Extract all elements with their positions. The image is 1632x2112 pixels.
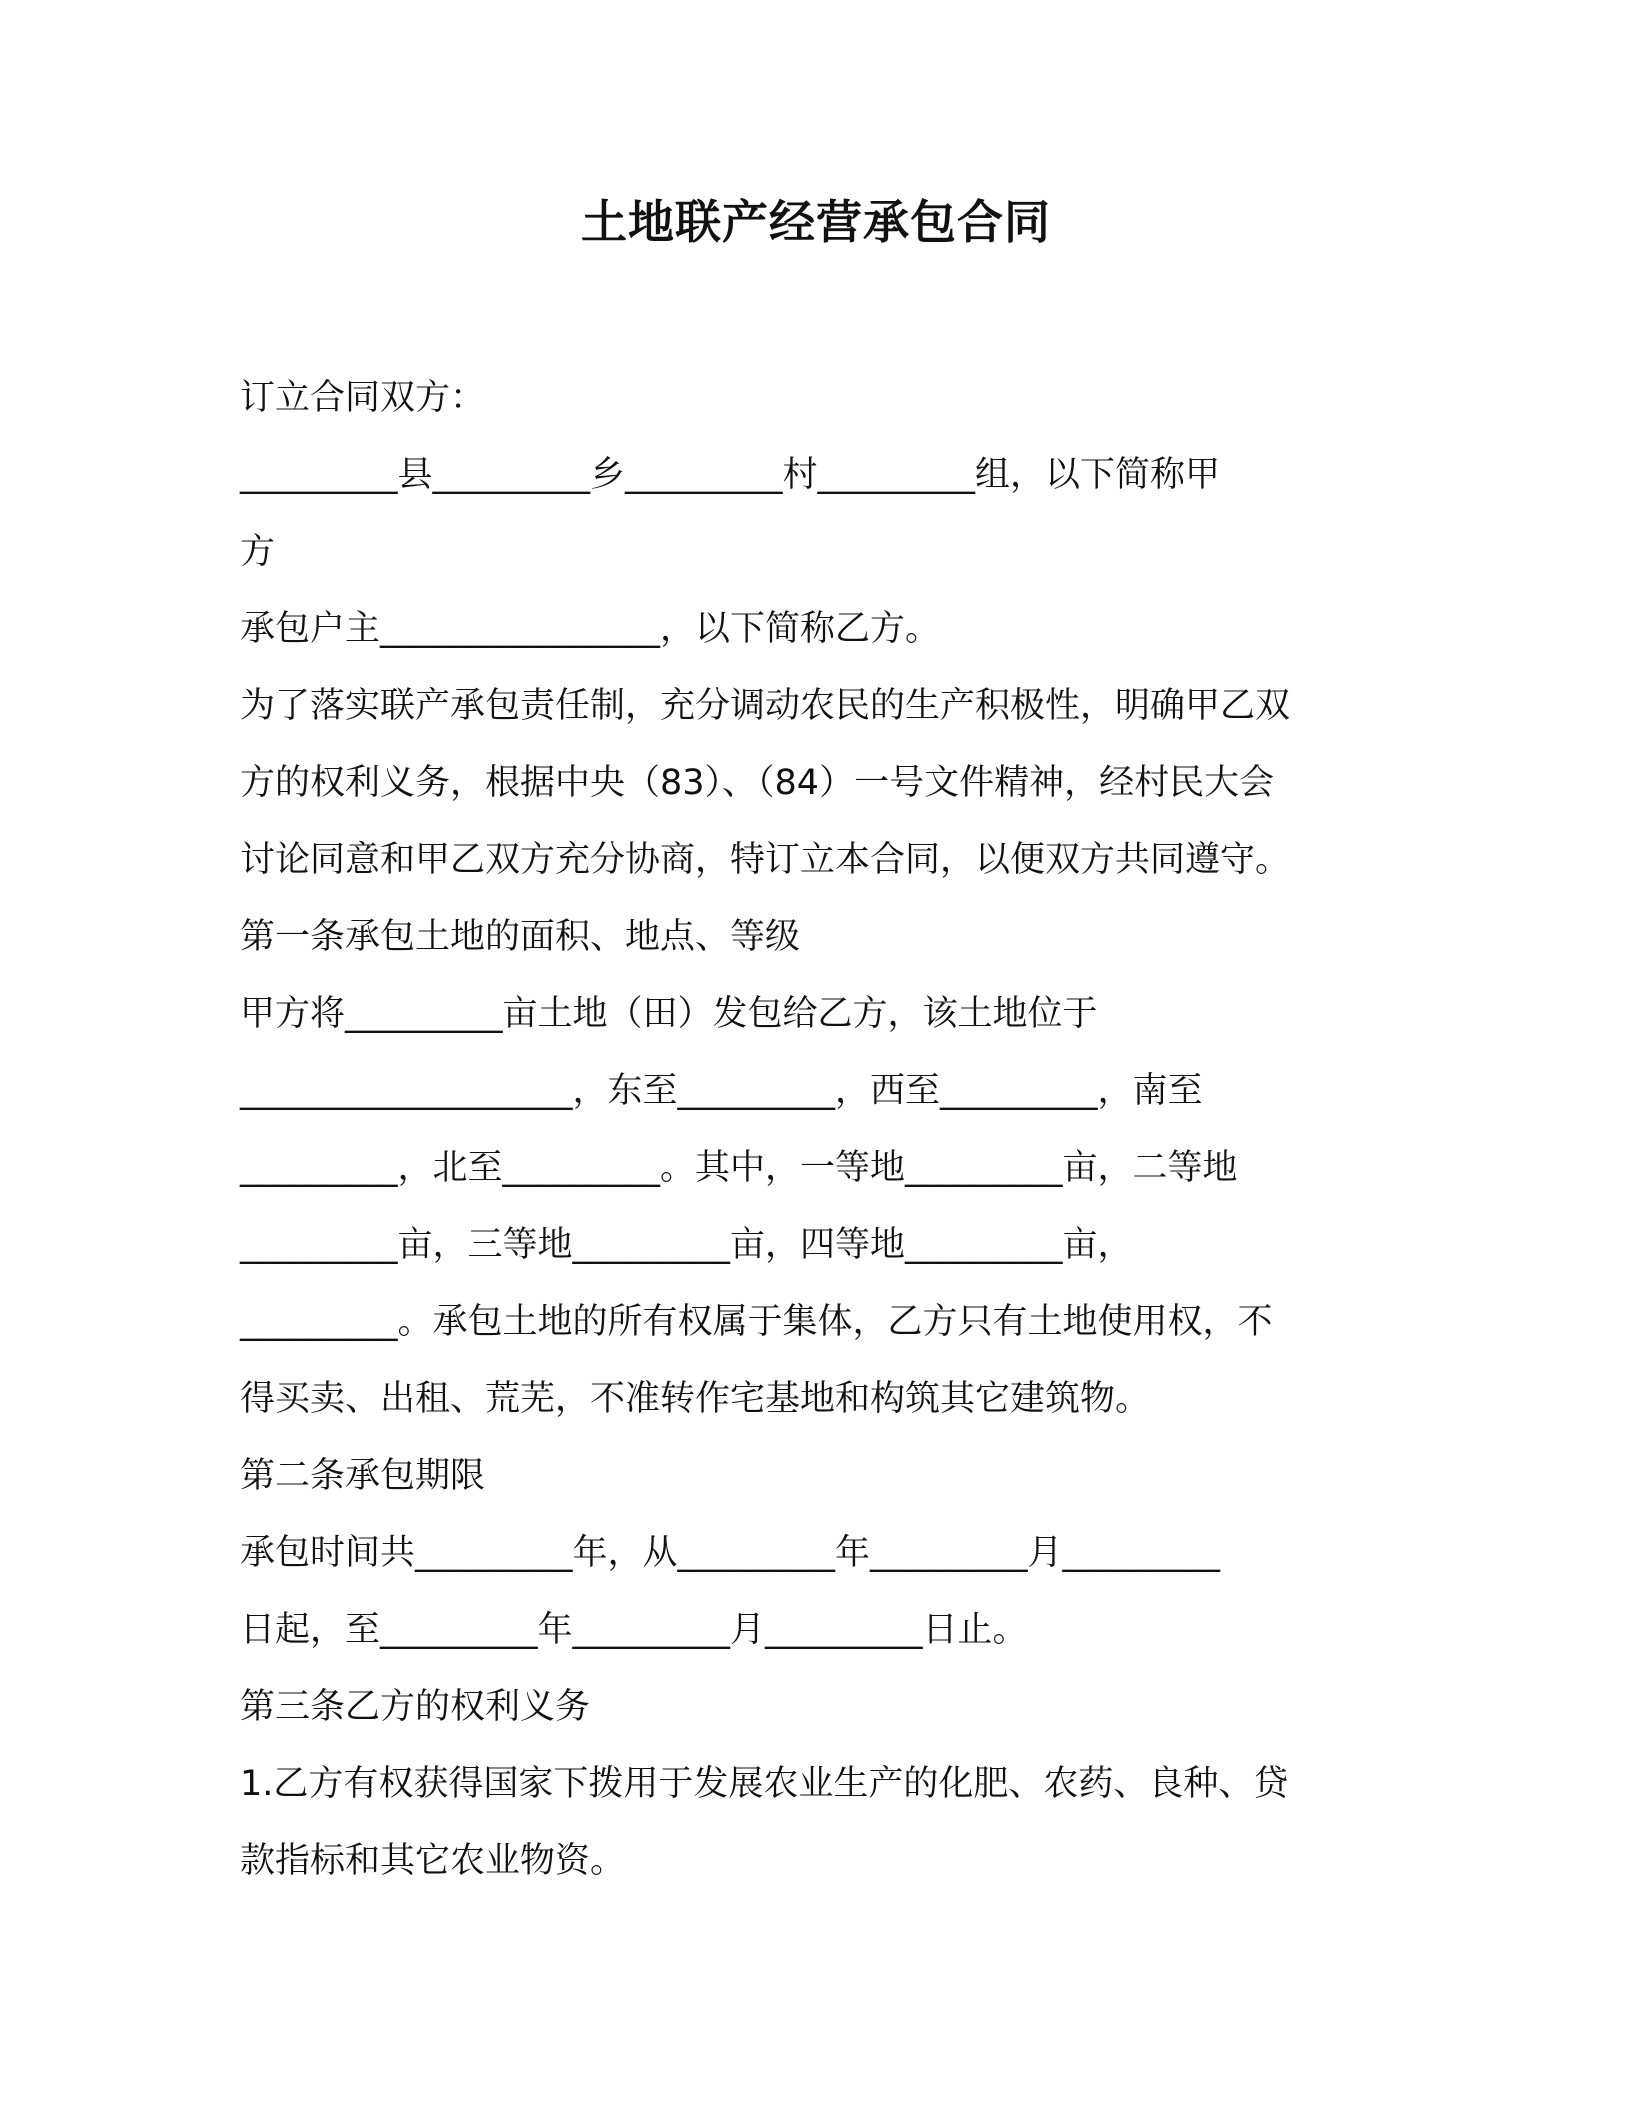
section-heading: 第二条承包期限	[240, 1456, 486, 1496]
body-line: 承包户主________________，以下简称乙方。	[240, 609, 941, 649]
body-line: 讨论同意和甲乙双方充分协商，特订立本合同，以便双方共同遵守。	[240, 840, 1291, 880]
document-body	[240, 360, 1370, 1900]
body-line: 得买卖、出租、荒芜，不准转作宅基地和构筑其它建筑物。	[240, 1379, 1151, 1419]
body-line: _________，北至_________。其中，一等地_________亩，二等地	[240, 1148, 1238, 1188]
body-line: _________。承包土地的所有权属于集体，乙方只有土地使用权，不	[240, 1302, 1273, 1342]
body-line: 款指标和其它农业物资。	[240, 1841, 626, 1881]
body-line: 方	[240, 532, 276, 572]
section-heading: 第三条乙方的权利义务	[240, 1687, 591, 1727]
body-line: 1.乙方有权获得国家下拨用于发展农业生产的化肥、农药、良种、贷	[240, 1764, 1289, 1804]
body-line: 甲方将_________亩土地（田）发包给乙方，该土地位于	[240, 994, 1098, 1034]
body-line: 方的权利义务，根据中央（83）、（84）一号文件精神，经村民大会	[240, 763, 1275, 803]
body-line: 为了落实联产承包责任制，充分调动农民的生产积极性，明确甲乙双	[240, 686, 1291, 726]
body-line: 日起，至_________年_________月_________日止。	[240, 1610, 1028, 1650]
body-line: ___________________，东至_________，西至_________，南至	[240, 1071, 1203, 1111]
body-line: 订立合同双方：	[240, 378, 486, 418]
body-line: 承包时间共_________年，从_________年_________月_________	[240, 1533, 1221, 1573]
document-title: 土地联产经营承包合同	[581, 195, 1051, 249]
body-line: _________亩，三等地_________亩，四等地_________亩，	[240, 1225, 1133, 1265]
body-line: _________县_________乡_________村_________组，以下简称甲	[240, 455, 1221, 495]
section-heading: 第一条承包土地的面积、地点、等级	[240, 917, 801, 957]
